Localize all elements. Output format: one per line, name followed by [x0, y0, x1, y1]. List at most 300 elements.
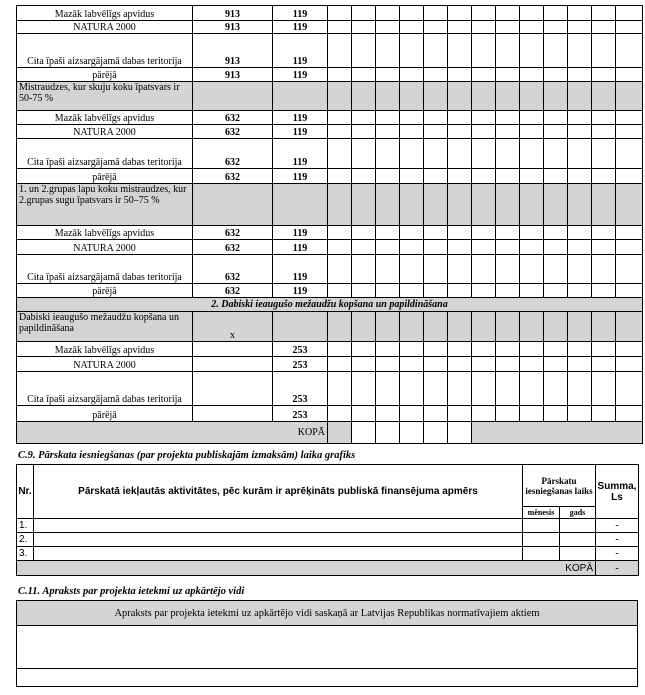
empty-cell[interactable]: [400, 284, 424, 298]
empty-cell[interactable]: [472, 255, 496, 284]
empty-cell[interactable]: [400, 34, 424, 68]
empty-cell[interactable]: [328, 169, 352, 184]
empty-cell[interactable]: [496, 125, 520, 139]
empty-cell[interactable]: [592, 139, 616, 169]
empty-cell[interactable]: [352, 6, 376, 21]
empty-cell[interactable]: [328, 342, 352, 357]
empty-cell[interactable]: [400, 169, 424, 184]
empty-cell[interactable]: [616, 284, 643, 298]
empty-cell[interactable]: [400, 357, 424, 372]
empty-cell[interactable]: [616, 169, 643, 184]
empty-cell[interactable]: [424, 169, 448, 184]
empty-cell[interactable]: [400, 82, 424, 111]
row-number: [273, 82, 328, 111]
empty-cell[interactable]: [496, 82, 520, 111]
empty-cell[interactable]: [448, 357, 472, 372]
empty-cell[interactable]: [424, 111, 448, 125]
empty-cell[interactable]: [376, 284, 400, 298]
forest-costs-table: [16, 5, 643, 444]
empty-cell[interactable]: [448, 125, 472, 139]
empty-cell[interactable]: [520, 125, 544, 139]
empty-cell[interactable]: [424, 342, 448, 357]
empty-cell[interactable]: [544, 240, 568, 255]
empty-cell[interactable]: [352, 226, 376, 240]
empty-cell[interactable]: [568, 255, 592, 284]
empty-cell[interactable]: [592, 169, 616, 184]
empty-cell[interactable]: [472, 284, 496, 298]
empty-cell[interactable]: [592, 6, 616, 21]
empty-cell[interactable]: [376, 21, 400, 34]
empty-cell[interactable]: [544, 111, 568, 125]
empty-cell[interactable]: [472, 312, 496, 342]
empty-cell[interactable]: [400, 125, 424, 139]
empty-cell[interactable]: [568, 226, 592, 240]
empty-cell[interactable]: [520, 6, 544, 21]
empty-cell[interactable]: [544, 68, 568, 82]
schedule-input-cell[interactable]: [560, 519, 596, 533]
empty-cell[interactable]: [376, 34, 400, 68]
empty-cell[interactable]: [616, 255, 643, 284]
empty-cell[interactable]: [568, 184, 592, 226]
schedule-input-cell[interactable]: [34, 547, 523, 561]
empty-cell[interactable]: [424, 82, 448, 111]
empty-cell[interactable]: [544, 342, 568, 357]
empty-cell[interactable]: [520, 68, 544, 82]
empty-cell[interactable]: [544, 406, 568, 422]
empty-cell[interactable]: [376, 6, 400, 21]
empty-cell[interactable]: [472, 34, 496, 68]
empty-cell[interactable]: [424, 21, 448, 34]
empty-cell[interactable]: [448, 226, 472, 240]
row-number: 119: [273, 226, 328, 240]
empty-cell[interactable]: [592, 226, 616, 240]
col-sum-header: Summa, Ls: [596, 465, 639, 519]
empty-cell[interactable]: [352, 406, 376, 422]
empty-cell[interactable]: [352, 68, 376, 82]
empty-cell[interactable]: [328, 6, 352, 21]
empty-cell[interactable]: [496, 284, 520, 298]
empty-cell[interactable]: [616, 226, 643, 240]
empty-cell[interactable]: [448, 6, 472, 21]
c11-header: Apraksts par projekta ietekmi uz apkārtējo vidi saskaņā ar Latvijas Republikas normatīvajiem aktiem: [17, 601, 638, 626]
c11-text-area-2[interactable]: [17, 669, 638, 687]
empty-cell[interactable]: [520, 111, 544, 125]
empty-cell[interactable]: [568, 111, 592, 125]
empty-cell[interactable]: [424, 312, 448, 342]
empty-cell[interactable]: [400, 226, 424, 240]
table-row: [17, 21, 643, 34]
empty-cell[interactable]: [472, 372, 496, 406]
empty-cell[interactable]: [400, 21, 424, 34]
empty-cell[interactable]: [544, 372, 568, 406]
empty-cell[interactable]: [592, 240, 616, 255]
empty-cell[interactable]: [328, 68, 352, 82]
empty-cell[interactable]: [496, 372, 520, 406]
empty-cell[interactable]: [424, 184, 448, 226]
empty-cell[interactable]: [616, 68, 643, 82]
row-code: [193, 357, 273, 372]
empty-cell[interactable]: [424, 240, 448, 255]
report-schedule-table: [16, 464, 639, 576]
row-label: Cita īpaši aizsargājamā dabas teritorija: [17, 372, 193, 406]
empty-cell[interactable]: [472, 357, 496, 372]
empty-cell[interactable]: [328, 82, 352, 111]
empty-cell[interactable]: [496, 226, 520, 240]
empty-cell[interactable]: [328, 357, 352, 372]
empty-cell[interactable]: [544, 255, 568, 284]
empty-cell[interactable]: [496, 139, 520, 169]
empty-cell[interactable]: [376, 68, 400, 82]
empty-cell[interactable]: [424, 125, 448, 139]
empty-cell[interactable]: [568, 139, 592, 169]
empty-cell[interactable]: [592, 125, 616, 139]
empty-cell[interactable]: [568, 34, 592, 68]
empty-cell[interactable]: [616, 21, 643, 34]
empty-cell[interactable]: [496, 255, 520, 284]
empty-cell[interactable]: [520, 34, 544, 68]
empty-cell[interactable]: [568, 68, 592, 82]
empty-cell[interactable]: [328, 284, 352, 298]
empty-cell[interactable]: [352, 184, 376, 226]
empty-cell[interactable]: [376, 255, 400, 284]
empty-cell[interactable]: [400, 139, 424, 169]
empty-cell[interactable]: [520, 284, 544, 298]
empty-cell[interactable]: [616, 82, 643, 111]
empty-cell[interactable]: [328, 184, 352, 226]
empty-cell[interactable]: [352, 372, 376, 406]
empty-cell[interactable]: [352, 125, 376, 139]
schedule-input-cell[interactable]: [560, 547, 596, 561]
empty-cell[interactable]: [472, 240, 496, 255]
empty-cell[interactable]: [328, 406, 352, 422]
empty-cell[interactable]: [424, 139, 448, 169]
empty-cell[interactable]: [568, 312, 592, 342]
empty-cell[interactable]: [568, 372, 592, 406]
empty-cell[interactable]: [496, 111, 520, 125]
empty-cell[interactable]: [568, 342, 592, 357]
empty-cell[interactable]: [448, 240, 472, 255]
empty-cell[interactable]: [496, 240, 520, 255]
empty-cell[interactable]: [616, 139, 643, 169]
row-code: 913: [193, 21, 273, 34]
schedule-input-cell[interactable]: [523, 519, 560, 533]
empty-cell[interactable]: [400, 255, 424, 284]
empty-cell[interactable]: [472, 111, 496, 125]
empty-cell[interactable]: [568, 240, 592, 255]
empty-cell[interactable]: [376, 357, 400, 372]
empty-cell[interactable]: [424, 34, 448, 68]
row-code: [193, 184, 273, 226]
section-c11-title: C.11. Apraksts par projekta ietekmi uz apkārtējo vidi: [18, 586, 245, 597]
empty-cell[interactable]: [544, 184, 568, 226]
empty-cell[interactable]: [352, 34, 376, 68]
empty-cell[interactable]: [592, 406, 616, 422]
section-heading: 2. Dabiski ieaugušo mežaudžu kopšana un papildināšana: [17, 298, 643, 312]
empty-cell[interactable]: [568, 169, 592, 184]
empty-cell[interactable]: [424, 255, 448, 284]
empty-cell[interactable]: [400, 240, 424, 255]
empty-cell[interactable]: [376, 125, 400, 139]
empty-cell[interactable]: [496, 21, 520, 34]
empty-cell[interactable]: [520, 240, 544, 255]
empty-cell[interactable]: [568, 406, 592, 422]
empty-cell[interactable]: [520, 21, 544, 34]
table-row: [17, 372, 643, 406]
empty-cell[interactable]: [400, 184, 424, 226]
empty-cell[interactable]: [472, 125, 496, 139]
empty-cell[interactable]: [400, 312, 424, 342]
c11-text-area[interactable]: [17, 626, 638, 669]
empty-cell[interactable]: [400, 406, 424, 422]
empty-cell[interactable]: [472, 21, 496, 34]
empty-cell[interactable]: [424, 6, 448, 21]
empty-cell[interactable]: [544, 139, 568, 169]
row-number: 253: [273, 357, 328, 372]
empty-cell[interactable]: [616, 372, 643, 406]
row-label: Mazāk labvēlīgs apvidus: [17, 6, 193, 21]
empty-cell[interactable]: [424, 226, 448, 240]
total-cell[interactable]: [400, 422, 424, 444]
schedule-input-cell[interactable]: [523, 547, 560, 561]
empty-cell[interactable]: [544, 6, 568, 21]
empty-cell[interactable]: [448, 312, 472, 342]
empty-cell[interactable]: [544, 284, 568, 298]
empty-cell[interactable]: [544, 357, 568, 372]
empty-cell[interactable]: [568, 6, 592, 21]
empty-cell[interactable]: [544, 226, 568, 240]
empty-cell[interactable]: [592, 184, 616, 226]
empty-cell[interactable]: [496, 406, 520, 422]
empty-cell[interactable]: [592, 34, 616, 68]
empty-cell[interactable]: [520, 184, 544, 226]
empty-cell[interactable]: [352, 357, 376, 372]
empty-cell[interactable]: [568, 125, 592, 139]
empty-cell[interactable]: [520, 226, 544, 240]
empty-cell[interactable]: [544, 82, 568, 111]
row-label: Cita īpaši aizsargājamā dabas teritorija: [17, 34, 193, 68]
empty-cell[interactable]: [328, 34, 352, 68]
empty-cell[interactable]: [592, 255, 616, 284]
empty-cell[interactable]: [448, 139, 472, 169]
empty-cell[interactable]: [616, 406, 643, 422]
empty-cell[interactable]: [544, 312, 568, 342]
empty-cell[interactable]: [520, 169, 544, 184]
row-label: Mazāk labvēlīgs apvidus: [17, 226, 193, 240]
empty-cell[interactable]: [352, 240, 376, 255]
empty-cell[interactable]: [352, 255, 376, 284]
total-label: KOPĀ: [17, 422, 328, 444]
empty-cell[interactable]: [448, 342, 472, 357]
empty-cell[interactable]: [448, 184, 472, 226]
row-number: 119: [273, 111, 328, 125]
empty-cell[interactable]: [376, 82, 400, 111]
empty-cell[interactable]: [352, 312, 376, 342]
empty-cell[interactable]: [472, 342, 496, 357]
empty-cell[interactable]: [496, 34, 520, 68]
schedule-row-sum: -: [596, 519, 639, 533]
empty-cell[interactable]: [376, 226, 400, 240]
schedule-input-cell[interactable]: [523, 533, 560, 547]
empty-cell[interactable]: [328, 226, 352, 240]
empty-cell[interactable]: [520, 255, 544, 284]
empty-cell[interactable]: [472, 169, 496, 184]
total-cell[interactable]: [352, 422, 376, 444]
total-cell[interactable]: [472, 422, 643, 444]
empty-cell[interactable]: [376, 184, 400, 226]
empty-cell[interactable]: [616, 342, 643, 357]
empty-cell[interactable]: [496, 68, 520, 82]
empty-cell[interactable]: [352, 82, 376, 111]
total-cell[interactable]: [424, 422, 448, 444]
empty-cell[interactable]: [352, 139, 376, 169]
empty-cell[interactable]: [472, 226, 496, 240]
empty-cell[interactable]: [592, 357, 616, 372]
empty-cell[interactable]: [400, 68, 424, 82]
row-number: 119: [273, 240, 328, 255]
empty-cell[interactable]: [592, 82, 616, 111]
total-cell[interactable]: [448, 422, 472, 444]
schedule-input-cell[interactable]: [34, 519, 523, 533]
empty-cell[interactable]: [592, 372, 616, 406]
row-label: pārējā: [17, 169, 193, 184]
row-number: 119: [273, 125, 328, 139]
empty-cell[interactable]: [376, 139, 400, 169]
empty-cell[interactable]: [400, 342, 424, 357]
empty-cell[interactable]: [472, 139, 496, 169]
empty-cell[interactable]: [472, 184, 496, 226]
empty-cell[interactable]: [592, 21, 616, 34]
empty-cell[interactable]: [496, 357, 520, 372]
empty-cell[interactable]: [328, 125, 352, 139]
row-number: 119: [273, 68, 328, 82]
empty-cell[interactable]: [376, 169, 400, 184]
empty-cell[interactable]: [568, 21, 592, 34]
empty-cell[interactable]: [376, 312, 400, 342]
empty-cell[interactable]: [496, 312, 520, 342]
schedule-input-cell[interactable]: [34, 533, 523, 547]
empty-cell[interactable]: [568, 82, 592, 111]
empty-cell[interactable]: [328, 139, 352, 169]
total-cell[interactable]: [376, 422, 400, 444]
empty-cell[interactable]: [568, 357, 592, 372]
empty-cell[interactable]: [472, 6, 496, 21]
empty-cell[interactable]: [352, 169, 376, 184]
empty-cell[interactable]: [520, 82, 544, 111]
empty-cell[interactable]: [328, 21, 352, 34]
empty-cell[interactable]: [328, 240, 352, 255]
empty-cell[interactable]: [520, 357, 544, 372]
empty-cell[interactable]: [544, 34, 568, 68]
empty-cell[interactable]: [400, 6, 424, 21]
empty-cell[interactable]: [352, 111, 376, 125]
schedule-input-cell[interactable]: [560, 533, 596, 547]
empty-cell[interactable]: [592, 111, 616, 125]
empty-cell[interactable]: [352, 21, 376, 34]
empty-cell[interactable]: [376, 342, 400, 357]
empty-cell[interactable]: [616, 34, 643, 68]
empty-cell[interactable]: [376, 111, 400, 125]
row-number: [273, 312, 328, 342]
empty-cell[interactable]: [496, 6, 520, 21]
empty-cell[interactable]: [520, 406, 544, 422]
empty-cell[interactable]: [496, 342, 520, 357]
total-row: [17, 422, 643, 444]
schedule-row-nr: 2.: [17, 533, 34, 547]
empty-cell[interactable]: [520, 312, 544, 342]
empty-cell[interactable]: [616, 184, 643, 226]
empty-cell[interactable]: [520, 372, 544, 406]
c9-total-label: KOPĀ: [17, 561, 596, 576]
empty-cell[interactable]: [328, 372, 352, 406]
empty-cell[interactable]: [328, 312, 352, 342]
empty-cell[interactable]: [616, 240, 643, 255]
empty-cell[interactable]: [616, 357, 643, 372]
empty-cell[interactable]: [448, 372, 472, 406]
empty-cell[interactable]: [424, 357, 448, 372]
empty-cell[interactable]: [376, 406, 400, 422]
empty-cell[interactable]: [448, 34, 472, 68]
row-code: 632: [193, 111, 273, 125]
empty-cell[interactable]: [592, 284, 616, 298]
empty-cell[interactable]: [424, 372, 448, 406]
empty-cell[interactable]: [592, 68, 616, 82]
col-period-header: Pārskatu iesniegšanas laiks: [523, 465, 596, 507]
empty-cell[interactable]: [448, 169, 472, 184]
empty-cell[interactable]: [544, 125, 568, 139]
empty-cell[interactable]: [352, 284, 376, 298]
empty-cell[interactable]: [448, 111, 472, 125]
empty-cell[interactable]: [616, 6, 643, 21]
empty-cell[interactable]: [448, 284, 472, 298]
empty-cell[interactable]: [376, 372, 400, 406]
empty-cell[interactable]: [448, 68, 472, 82]
empty-cell[interactable]: [400, 111, 424, 125]
empty-cell[interactable]: [592, 342, 616, 357]
empty-cell[interactable]: [328, 111, 352, 125]
empty-cell[interactable]: [592, 312, 616, 342]
empty-cell[interactable]: [472, 406, 496, 422]
empty-cell[interactable]: [544, 169, 568, 184]
schedule-row: [17, 519, 639, 533]
empty-cell[interactable]: [448, 406, 472, 422]
empty-cell[interactable]: [616, 312, 643, 342]
table-row: [17, 357, 643, 372]
empty-cell[interactable]: [472, 68, 496, 82]
empty-cell[interactable]: [616, 111, 643, 125]
empty-cell[interactable]: [496, 184, 520, 226]
empty-cell[interactable]: [328, 255, 352, 284]
total-cell[interactable]: [328, 422, 352, 444]
empty-cell[interactable]: [496, 169, 520, 184]
empty-cell[interactable]: [352, 342, 376, 357]
empty-cell[interactable]: [544, 21, 568, 34]
empty-cell[interactable]: [376, 240, 400, 255]
empty-cell[interactable]: [424, 284, 448, 298]
row-label: pārējā: [17, 68, 193, 82]
empty-cell[interactable]: [448, 82, 472, 111]
empty-cell[interactable]: [424, 68, 448, 82]
empty-cell[interactable]: [448, 21, 472, 34]
empty-cell[interactable]: [616, 125, 643, 139]
empty-cell[interactable]: [448, 255, 472, 284]
empty-cell[interactable]: [520, 342, 544, 357]
empty-cell[interactable]: [400, 372, 424, 406]
empty-cell[interactable]: [568, 284, 592, 298]
row-number: 253: [273, 406, 328, 422]
empty-cell[interactable]: [520, 139, 544, 169]
empty-cell[interactable]: [424, 406, 448, 422]
empty-cell[interactable]: [472, 82, 496, 111]
